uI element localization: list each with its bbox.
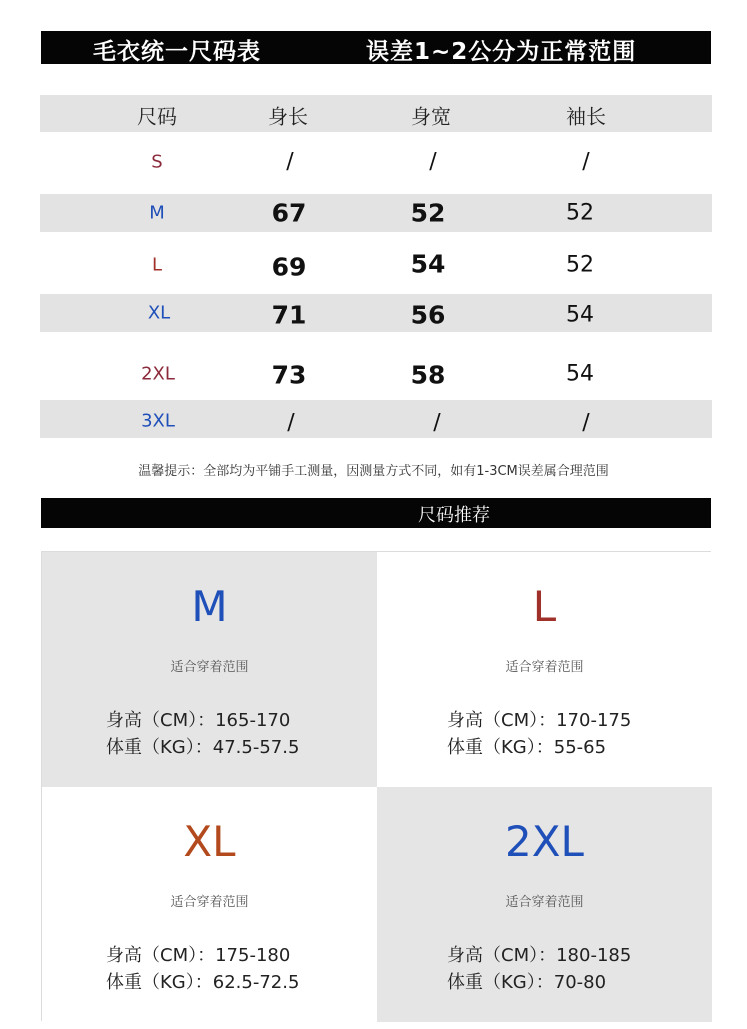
card-weight-range: 体重（KG）：70-80 (447, 972, 607, 993)
table-row (40, 132, 712, 194)
length-value: 69 (271, 252, 307, 282)
length-value: 71 (271, 300, 307, 330)
size-label: 2XL (141, 363, 175, 385)
card-size: 2XL (505, 817, 584, 866)
table-header-row (40, 95, 712, 132)
card-subtitle: 适合穿着范围 (505, 660, 584, 675)
table-row (40, 294, 712, 332)
table-row (40, 194, 712, 232)
card-subtitle: 适合穿着范围 (505, 895, 584, 910)
width-value: 58 (410, 360, 446, 390)
size-label: M (149, 202, 165, 224)
recommend-card-2xl (377, 787, 712, 1022)
title-bar (41, 31, 711, 64)
recommend-bar (41, 498, 711, 528)
column-header-sleeve: 袖长 (566, 104, 606, 129)
column-header-width: 身宽 (411, 104, 451, 129)
sleeve-value: 54 (566, 361, 594, 387)
size-label: XL (147, 302, 171, 324)
card-weight-range: 体重（KG）：62.5-72.5 (106, 972, 300, 993)
sleeve-value: / (582, 149, 590, 175)
card-height-range: 身高（CM）：180-185 (447, 945, 632, 966)
width-value: / (429, 149, 437, 175)
size-label: L (151, 254, 163, 276)
recommend-card-xl (42, 787, 377, 1022)
card-size: XL (183, 817, 236, 866)
card-size: L (532, 582, 557, 631)
length-value: 73 (271, 360, 307, 390)
length-value: 67 (271, 198, 307, 228)
width-value: 56 (410, 300, 446, 330)
sleeve-value: 54 (566, 302, 594, 328)
card-height-range: 身高（CM）：175-180 (106, 945, 291, 966)
width-value: / (433, 410, 441, 436)
length-value: / (287, 410, 295, 436)
size-label: 3XL (141, 410, 175, 432)
size-label: S (151, 151, 163, 173)
measurement-tip: 温馨提示：全部均为平铺手工测量，因测量方式不同，如有1-3CM误差属合理范围 (138, 464, 609, 479)
table-row (40, 400, 712, 438)
sleeve-value: / (582, 410, 590, 436)
recommend-card-l (377, 552, 712, 787)
card-weight-range: 体重（KG）：55-65 (447, 737, 607, 758)
table-row (40, 332, 712, 400)
recommend-card-m (42, 552, 377, 787)
tolerance-note: 误差1~2公分为正常范围 (366, 39, 637, 65)
card-subtitle: 适合穿着范围 (170, 895, 249, 910)
card-height-range: 身高（CM）：170-175 (447, 710, 632, 731)
sleeve-value: 52 (566, 200, 594, 226)
table-row (40, 232, 712, 294)
width-value: 52 (410, 198, 446, 228)
recommend-title: 尺码推荐 (418, 505, 490, 526)
column-header-length: 身长 (268, 104, 308, 129)
chart-title: 毛衣统一尺码表 (93, 39, 261, 65)
card-size: M (191, 582, 228, 631)
length-value: / (286, 149, 294, 175)
card-height-range: 身高（CM）：165-170 (106, 710, 291, 731)
column-header-size: 尺码 (137, 104, 177, 129)
card-subtitle: 适合穿着范围 (170, 660, 249, 675)
card-weight-range: 体重（KG）：47.5-57.5 (106, 737, 300, 758)
size-recommend-grid (41, 551, 711, 1021)
sleeve-value: 52 (566, 252, 594, 278)
width-value: 54 (410, 249, 446, 279)
